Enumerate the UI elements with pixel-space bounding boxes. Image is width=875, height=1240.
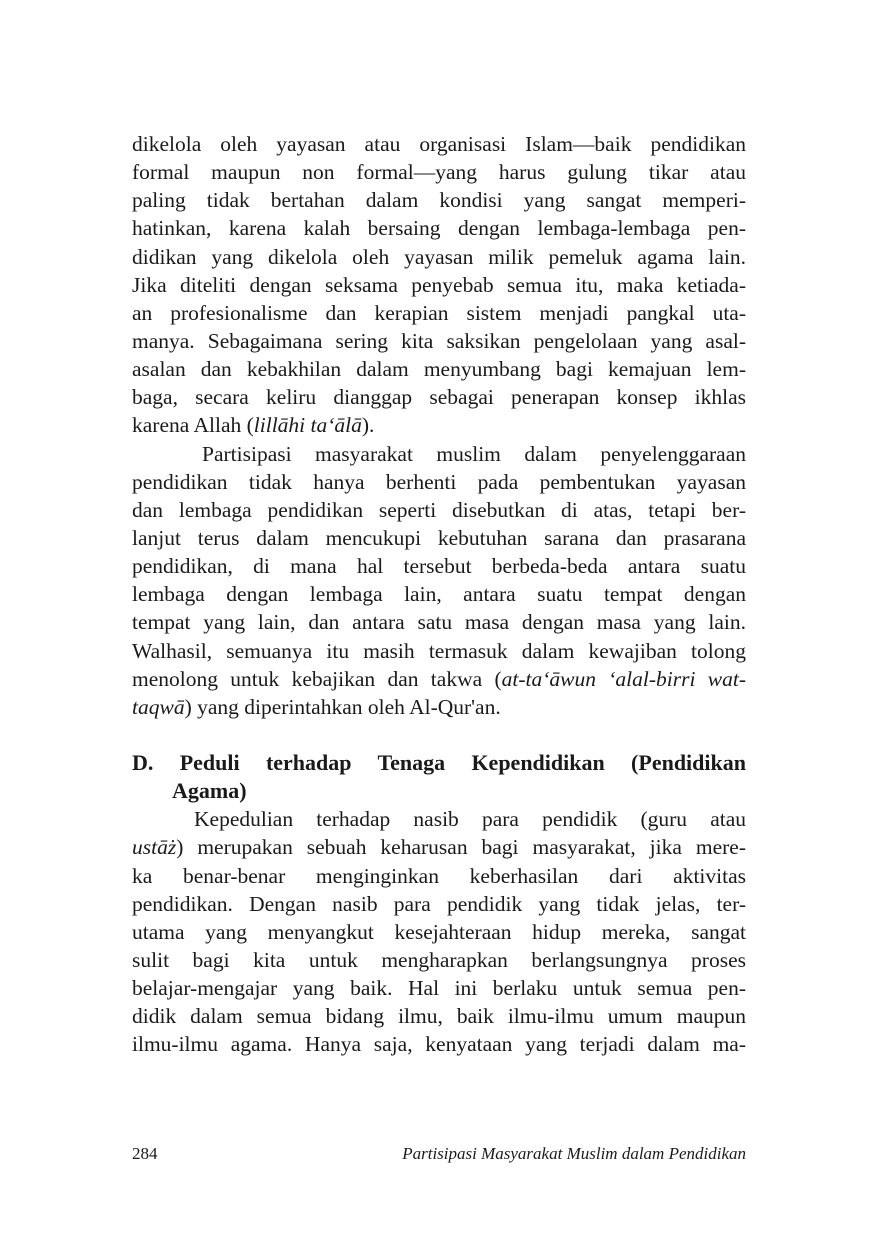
arabic-transliteration: lillāhi ta‘ālā xyxy=(253,413,362,438)
text-line: Walhasil, semuanya itu masih termasuk dalam kewajiban tolong xyxy=(132,638,746,663)
page-footer xyxy=(132,1144,746,1168)
paragraph xyxy=(132,440,746,721)
text-line: dikelola oleh yayasan atau organisasi Islam—baik pendidikan xyxy=(132,132,746,156)
text-line: an profesionalisme dan kerapian sistem menjadi pangkal uta- xyxy=(132,300,746,325)
text-line: pendidikan. Dengan nasib para pendidik yang tidak jelas, ter- xyxy=(132,891,746,916)
section-heading xyxy=(132,749,746,805)
section-heading-line: D. Peduli terhadap Tenaga Kependidikan (Pendidikan xyxy=(132,749,746,775)
text-run: ) merupakan sebuah keharusan bagi masyarakat, jika mere- xyxy=(176,835,746,860)
text-run: ) yang diperintahkan oleh Al-Qur'an. xyxy=(184,694,501,719)
text-run: ). xyxy=(361,413,375,438)
text-line xyxy=(132,693,746,721)
text-line: paling tidak bertahan dalam kondisi yang sangat memperi- xyxy=(132,188,746,213)
section-heading-line: Agama) xyxy=(172,778,247,804)
paragraph xyxy=(132,805,746,1058)
text-line: formal maupun non formal—yang harus gulung tikar atau xyxy=(132,160,746,185)
text-line: Partisipasi masyarakat muslim dalam penyelenggaraan xyxy=(202,441,746,466)
arabic-transliteration: ustāż xyxy=(132,835,177,860)
text-run: karena Allah ( xyxy=(132,413,254,438)
text-line: belajar-mengajar yang baik. Hal ini berlaku untuk semua pen- xyxy=(132,976,746,1001)
text-line: ilmu-ilmu agama. Hanya saja, kenyataan yang terjadi dalam ma- xyxy=(132,1032,746,1057)
arabic-transliteration: taqwā xyxy=(132,694,185,719)
text-line: pendidikan tidak hanya berhenti pada pembentukan yayasan xyxy=(132,469,746,494)
text-line: utama yang menyangkut kesejahteraan hidup mereka, sangat xyxy=(132,919,746,944)
text-line: Kepedulian terhadap nasib para pendidik (guru atau xyxy=(194,807,746,832)
text-line: pendidikan, di mana hal tersebut berbeda-beda antara suatu xyxy=(132,554,746,579)
text-line: ka benar-benar menginginkan keberhasilan dari aktivitas xyxy=(132,863,746,888)
text-line: baga, secara keliru dianggap sebagai penerapan konsep ikhlas xyxy=(132,385,746,410)
text-line: dan lembaga pendidikan seperti disebutkan di atas, tetapi ber- xyxy=(132,497,746,522)
body-text xyxy=(132,130,746,1059)
text-run: menolong untuk kebajikan dan takwa ( xyxy=(132,666,502,691)
text-line: lanjut terus dalam mencukupi kebutuhan sarana dan prasarana xyxy=(132,525,746,550)
text-line: asalan dan kebakhilan dalam menyumbang bagi kemajuan lem- xyxy=(132,357,746,382)
page-number: 284 xyxy=(132,1144,158,1163)
text-line: tempat yang lain, dan antara satu masa dengan masa yang lain. xyxy=(132,610,746,635)
text-line: didikan yang dikelola oleh yayasan milik pemeluk agama lain. xyxy=(132,244,746,269)
text-line xyxy=(132,833,746,861)
text-line: didik dalam semua bidang ilmu, baik ilmu-ilmu umum maupun xyxy=(132,1004,746,1029)
text-line: Jika diteliti dengan seksama penyebab semua itu, maka ketiada- xyxy=(132,272,746,297)
paragraph xyxy=(132,130,746,440)
text-line: lembaga dengan lembaga lain, antara suatu tempat dengan xyxy=(132,582,746,607)
text-line xyxy=(132,411,746,439)
arabic-transliteration: at-ta‘āwun ‘alal-birri wat- xyxy=(501,666,746,691)
running-title: Partisipasi Masyarakat Muslim dalam Pendidikan xyxy=(402,1144,746,1163)
text-line: hatinkan, karena kalah bersaing dengan lembaga-lembaga pen- xyxy=(132,216,746,241)
text-line: sulit bagi kita untuk mengharapkan berlangsungnya proses xyxy=(132,947,746,972)
text-line xyxy=(132,665,746,693)
text-line: manya. Sebagaimana sering kita saksikan pengelolaan yang asal- xyxy=(132,328,746,353)
